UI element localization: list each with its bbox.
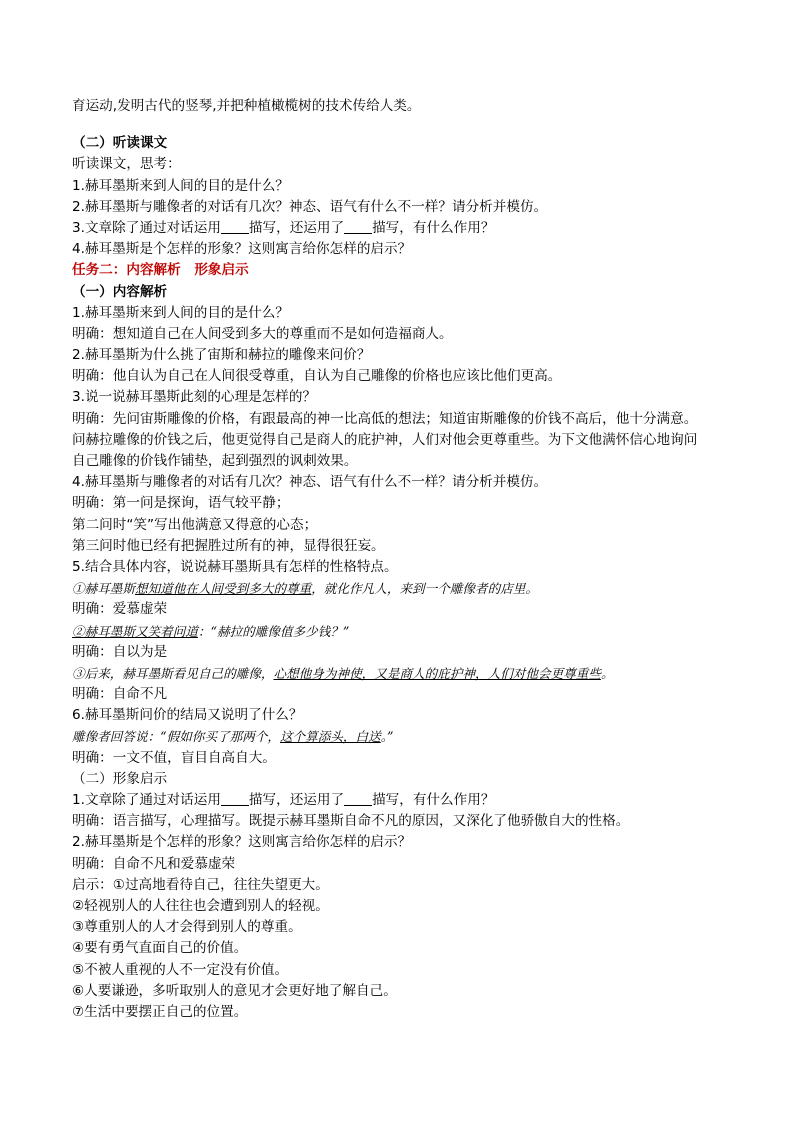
- excerpt-1-answer: 明确：爱慕虚荣: [72, 601, 168, 618]
- content-question-4: 4.赫耳墨斯与雕像者的对话有几次？神态、语气有什么不一样？请分析并模仿。: [72, 474, 548, 491]
- content-answer-4-line-3: 第三问时他已经有把握胜过所有的神，显得很狂妄。: [72, 537, 385, 554]
- underlined-text: 心想他身为神使，又是商人的庇护神，人们对他会更尊重些: [273, 665, 601, 681]
- fill-blank: [344, 791, 372, 806]
- insight-item: ⑤不被人重视的人不一定没有价值。: [72, 961, 289, 978]
- task-2-heading: 任务二：内容解析 形象启示: [72, 262, 249, 279]
- excerpt-6: 雕像者回答说：“假如你买了那两个，这个算添头，白送。”: [72, 729, 394, 745]
- fill-blank: [221, 791, 249, 806]
- content-answer-4-line-1: 明确：第一问是探询，语气较平静；: [72, 495, 290, 512]
- listen-lead: 听读课文，思考：: [72, 156, 181, 173]
- image-question-2: 2.赫耳墨斯是个怎样的形象？这则寓言给你怎样的启示？: [72, 834, 412, 851]
- content-answer-6: 明确：一文不值，盲目自高自大。: [72, 749, 276, 766]
- content-answer-3-line-2: 问赫拉雕像的价钱之后，他更觉得自己是商人的庇护神，人们对他会更尊重些。为下文他满怀信心地询问: [72, 431, 698, 448]
- intro-line: 育运动,发明古代的竖琴,并把种植橄榄树的技术传给人类。: [72, 98, 421, 114]
- insight-item: ⑦生活中要摆正自己的位置。: [72, 1003, 248, 1020]
- content-answer-2: 明确：他自认为自己在人间很受尊重，自认为自己雕像的价格也应该比他们更高。: [72, 368, 562, 385]
- content-question-5: 5.结合具体内容，说说赫耳墨斯具有怎样的性格特点。: [72, 558, 398, 575]
- section-heading-image: （二）形象启示: [72, 770, 168, 787]
- question-1: 1.赫耳墨斯来到人间的目的是什么？: [72, 177, 289, 194]
- image-answer-1: 明确：语言描写，心理描写。既提示赫耳墨斯自命不凡的原因，又深化了他骄傲自大的性格。: [72, 813, 630, 830]
- document-content: [72, 96, 732, 1023]
- insight-item: ⑥人要谦逊，多听取别人的意见才会更好地了解自己。: [72, 982, 397, 999]
- section-heading-content: （一）内容解析: [72, 283, 168, 300]
- fill-blank: [221, 219, 249, 234]
- question-4: 4.赫耳墨斯是个怎样的形象？这则寓言给你怎样的启示？: [72, 241, 412, 258]
- content-answer-3-line-1: 明确：先问宙斯雕像的价格，有跟最高的神一比高低的想法；知道宙斯雕像的价钱不高后，他十分满意。: [72, 410, 698, 427]
- excerpt-3-answer: 明确：自命不凡: [72, 686, 168, 703]
- content-question-3: 3.说一说赫耳墨斯此刻的心理是怎样的？: [72, 389, 317, 406]
- excerpt-2-answer: 明确：自以为是: [72, 643, 168, 660]
- excerpt-2: ②赫耳墨斯又笑着问道：“赫拉的雕像值多少钱？”: [72, 623, 350, 639]
- content-question-2: 2.赫耳墨斯为什么挑了宙斯和赫拉的雕像来问价？: [72, 347, 371, 364]
- content-question-1: 1.赫耳墨斯来到人间的目的是什么？: [72, 304, 289, 321]
- insight-item: 启示：①过高地看待自己，往往失望更大。: [72, 876, 329, 893]
- content-question-6: 6.赫耳墨斯问价的结局又说明了什么？: [72, 707, 303, 724]
- insight-item: ②轻视别人的人往往也会遭到别人的轻视。: [72, 897, 329, 914]
- section-heading-listen: （二）听读课文: [72, 135, 168, 152]
- image-question-1: 1.文章除了通过对话运用 描写，还运用了 描写，有什么作用？: [72, 792, 495, 808]
- underlined-text: 这个算添头，白送: [279, 729, 381, 745]
- content-answer-4-line-2: 第二问时“笑”写出他满意又得意的心态；: [72, 516, 318, 533]
- image-answer-2: 明确：自命不凡和爱慕虚荣: [72, 855, 236, 872]
- excerpt-3: ③后来，赫耳墨斯看见自己的雕像，心想他身为神使，又是商人的庇护神，人们对他会更尊重些。: [72, 665, 614, 681]
- excerpt-1: ①赫耳墨斯想知道他在人间受到多大的尊重，就化作凡人，来到一个雕像者的店里。: [72, 581, 538, 597]
- content-answer-1: 明确：想知道自己在人间受到多大的尊重而不是如何造福商人。: [72, 325, 453, 342]
- question-3: 3.文章除了通过对话运用 描写，还运用了 描写，有什么作用？: [72, 219, 495, 236]
- underlined-text: 想知道他在人间受到多大的尊重: [134, 581, 312, 597]
- content-answer-3-line-3: 自己雕像的价钱作铺垫，起到强烈的讽刺效果。: [72, 453, 358, 469]
- insight-item: ③尊重别人的人才会得到别人的尊重。: [72, 919, 302, 936]
- insight-item: ④要有勇气直面自己的价值。: [72, 940, 248, 957]
- underlined-text: ②赫耳墨斯又笑着问道: [72, 623, 198, 639]
- fill-blank: [344, 219, 372, 234]
- question-2: 2.赫耳墨斯与雕像者的对话有几次？神态、语气有什么不一样？请分析并模仿。: [72, 198, 548, 215]
